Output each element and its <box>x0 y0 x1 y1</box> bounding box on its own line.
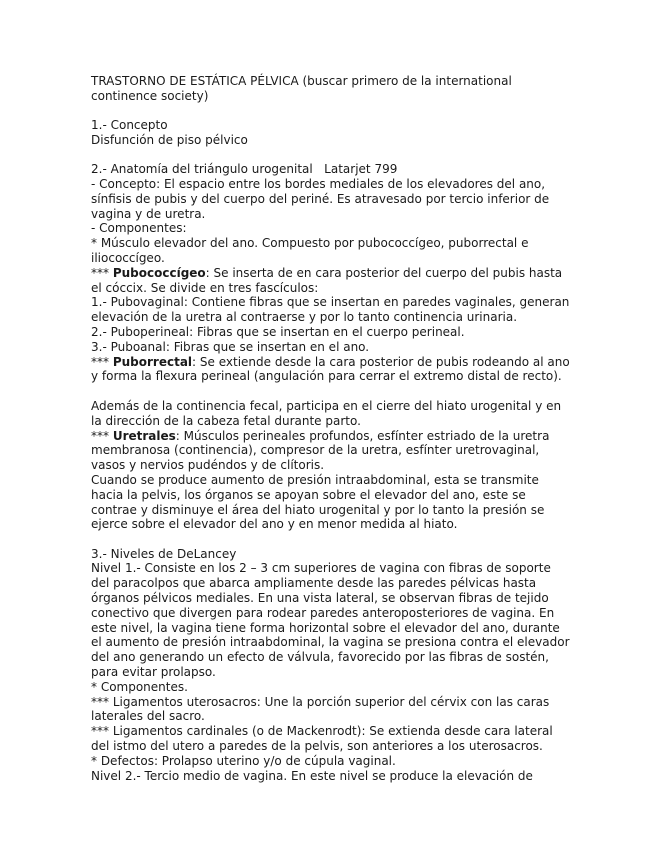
section-anatomia <box>91 162 574 532</box>
nivel-2-paragraph: Nivel 2.- Tercio medio de vagina. En este nivel se produce la elevación de <box>91 768 533 783</box>
componentes-label: - Componentes: <box>91 221 187 236</box>
defectos-item: * Defectos: Prolapso uterino y/o de cúpula vaginal. <box>91 753 396 768</box>
puboanal-item: 3.- Puboanal: Fibras que se insertan en el ano. <box>91 339 370 354</box>
section-heading: 1.- Concepto <box>91 118 168 133</box>
document-body <box>91 74 574 798</box>
continencia-paragraph: Además de la continencia fecal, participa en el cierre del hiato urogenital y en la dirección de la cabeza fetal durante parto. <box>91 398 565 428</box>
musculo-elevador-text: * Músculo elevador del ano. Compuesto por pubococcígeo, puborrectal e iliococcígeo. <box>91 236 533 265</box>
section-text: Disfunción de piso pélvico <box>91 132 248 147</box>
concepto-paragraph: - Concepto: El espacio entre los bordes mediales de los elevadores del ano, sínfisis de pubis y del cuerpo del periné. Es atravesado por tercio inferior de vagina y de uretra. <box>91 176 553 221</box>
cardinales-item: *** Ligamentos cardinales (o de Mackenrodt): Se extienda desde cara lateral del istmo del utero a paredes de la pelvis, son anteriores a los uterosacros. <box>91 724 557 753</box>
puboperineal-item: 2.- Puboperineal: Fibras que se insertan en el cuerpo perineal. <box>91 324 465 339</box>
blank-line <box>91 384 571 399</box>
uterosacros-item: *** Ligamentos uterosacros: Une la porción superior del cérvix con las caras laterales del sacro. <box>91 694 554 724</box>
uretrales-term: Uretrales <box>112 428 176 443</box>
section-concepto <box>91 118 571 148</box>
pubovaginal-item: 1.- Pubovaginal: Contiene fibras que se insertan en paredes vaginales, generan elevación de la uretra al contraerse y por lo tanto continencia urinaria. <box>91 295 574 325</box>
nivel-1-paragraph: Nivel 1.- Consiste en los 2 – 3 cm superiores de vagina con fibras de soporte del paracolpos que abarca ampliamente desde las paredes pélvicas hasta órganos pélvicos mediales. En una vista lateral, se observan fibras de tejido conectivo que divergen para rodear paredes anteroposteriores de vagina. En este nivel, la vagina tiene forma horizontal sobre el elevador del ano, durante el aumento de presión intraabdominal, la vagina se presiona contra el elevador del ano generando un efecto de válvula, favorecido por las fibras de sostén, para evitar prolapso. <box>91 561 574 679</box>
presion-paragraph: Cuando se produce aumento de presión intraabdominal, esta se transmite hacia la pelvis, los órganos se apoyan sobre el elevador del ano, este se contrae y disminuye el área del hiato urogenital y por lo tanto la presión se ejerce sobre el elevador del ano y en menor medida al hiato. <box>91 472 549 532</box>
section-heading: 3.- Niveles de DeLancey <box>91 546 237 561</box>
uretrales-paragraph: *** Uretrales: Músculos perineales profundos, esfínter estriado de la uretra membranosa (continencia), compresor de la uretra, esfínter uretrovaginal, vasos y nervios pudéndos y de clítoris. <box>91 428 554 473</box>
document-title: TRASTORNO DE ESTÁTICA PÉLVICA (buscar primero de la international continence society) <box>91 74 512 103</box>
pubococcigeo-paragraph: *** Pubococcígeo: Se inserta de en cara posterior del cuerpo del pubis hasta el cóccix. Se divide en tres fascículos: <box>91 265 566 295</box>
section-delancey <box>91 546 574 784</box>
pubococcigeo-term: Pubococcígeo <box>112 265 206 280</box>
puborrectal-paragraph: *** Puborrectal: Se extiende desde la cara posterior de pubis rodeando al ano y forma la flexura perineal (angulación para cerrar el extremo distal de recto). <box>91 354 574 384</box>
puborrectal-term: Puborrectal <box>112 354 193 369</box>
section-heading: 2.- Anatomía del triángulo urogenital Latarjet 799 <box>91 162 398 177</box>
componentes-label: * Componentes. <box>91 679 188 694</box>
